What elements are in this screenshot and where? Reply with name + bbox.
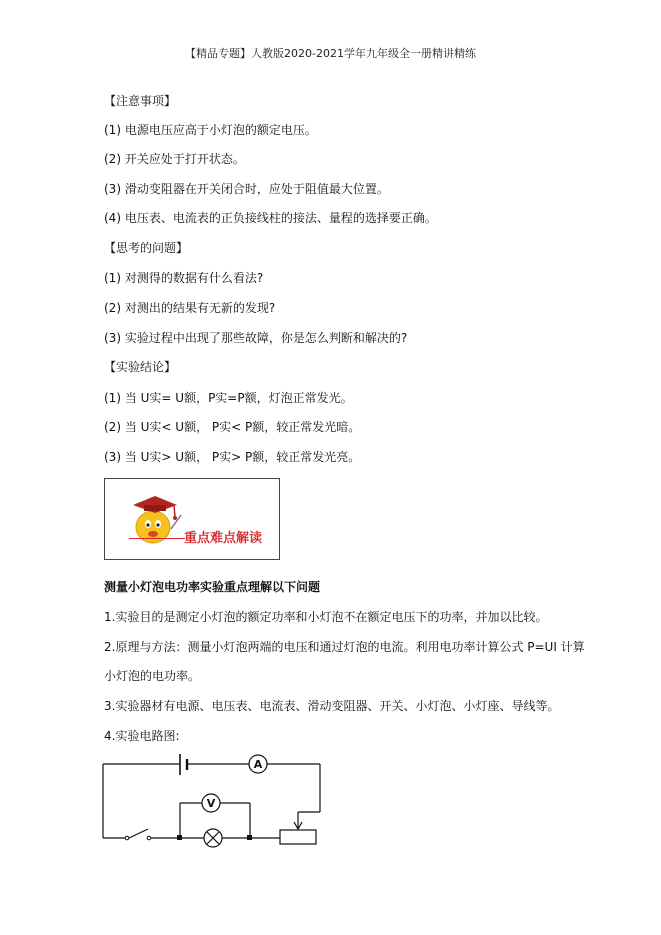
conclusion-title: 【实验结论】 bbox=[104, 360, 177, 374]
lamp-cross-1 bbox=[207, 832, 219, 844]
switch-blade bbox=[129, 829, 148, 838]
questions-item-1: (1) 对测得的数据有什么看法? bbox=[104, 271, 264, 285]
graduate-mascot-icon bbox=[119, 483, 189, 553]
section-paragraph-3: 3.实验器材有电源、电压表、电流表、滑动变阻器、开关、小灯泡、小灯座、导线等。 bbox=[104, 699, 560, 713]
questions-item-3: (3) 实验过程中出现了那些故障，你是怎么判断和解决的? bbox=[104, 331, 408, 345]
page-header: 【精品专题】人教版2020-2021学年九年级全一册精讲精练 bbox=[185, 47, 476, 60]
lamp-icon bbox=[204, 829, 222, 847]
questions-item-2: (2) 对测出的结果有无新的发现? bbox=[104, 301, 276, 315]
notes-item-3: (3) 滑动变阻器在开关闭合时，应处于阻值最大位置。 bbox=[104, 182, 389, 196]
slider-arrow bbox=[294, 822, 302, 829]
section-paragraph-2a: 2.原理与方法：测量小灯泡两端的电压和通过灯泡的电流。利用电功率计算公式 P=UI 计算 bbox=[104, 640, 585, 654]
rheostat-icon bbox=[280, 830, 316, 844]
section-paragraph-1: 1.实验目的是测定小灯泡的额定功率和小灯泡不在额定电压下的功率，并加以比较。 bbox=[104, 610, 548, 624]
lamp-cross-2 bbox=[207, 832, 219, 844]
conclusion-item-2: (2) 当 U实< U额， P实< P额，较正常发光暗。 bbox=[104, 420, 361, 434]
voltmeter-label: V bbox=[206, 797, 216, 810]
conclusion-item-1: (1) 当 U实= U额，P实=P额，灯泡正常发光。 bbox=[104, 391, 353, 405]
notes-item-4: (4) 电压表、电流表的正负接线柱的接法、量程的选择要正确。 bbox=[104, 211, 437, 225]
section-paragraph-4: 4.实验电路图: bbox=[104, 729, 180, 743]
notes-item-1: (1) 电源电压应高于小灯泡的额定电压。 bbox=[104, 123, 317, 137]
section-paragraph-2b: 小灯泡的电功率。 bbox=[104, 669, 201, 683]
section-heading: 测量小灯泡电功率实验重点理解以下问题 bbox=[104, 580, 321, 594]
voltmeter-icon bbox=[202, 794, 220, 812]
notes-title: 【注意事项】 bbox=[104, 94, 177, 108]
banner-underline bbox=[129, 538, 185, 539]
key-points-banner bbox=[104, 478, 280, 560]
ammeter-icon bbox=[249, 755, 267, 773]
switch-contact-right bbox=[147, 836, 151, 840]
notes-item-2: (2) 开关应处于打开状态。 bbox=[104, 152, 245, 166]
ammeter-label: A bbox=[253, 758, 263, 771]
banner-title: 重点难点解读 bbox=[184, 531, 263, 546]
questions-title: 【思考的问题】 bbox=[104, 241, 189, 255]
junction-node-right bbox=[247, 835, 252, 840]
junction-node-left bbox=[177, 835, 182, 840]
conclusion-item-3: (3) 当 U实> U额， P实> P额，较正常发光亮。 bbox=[104, 450, 361, 464]
switch-contact-left bbox=[125, 836, 129, 840]
